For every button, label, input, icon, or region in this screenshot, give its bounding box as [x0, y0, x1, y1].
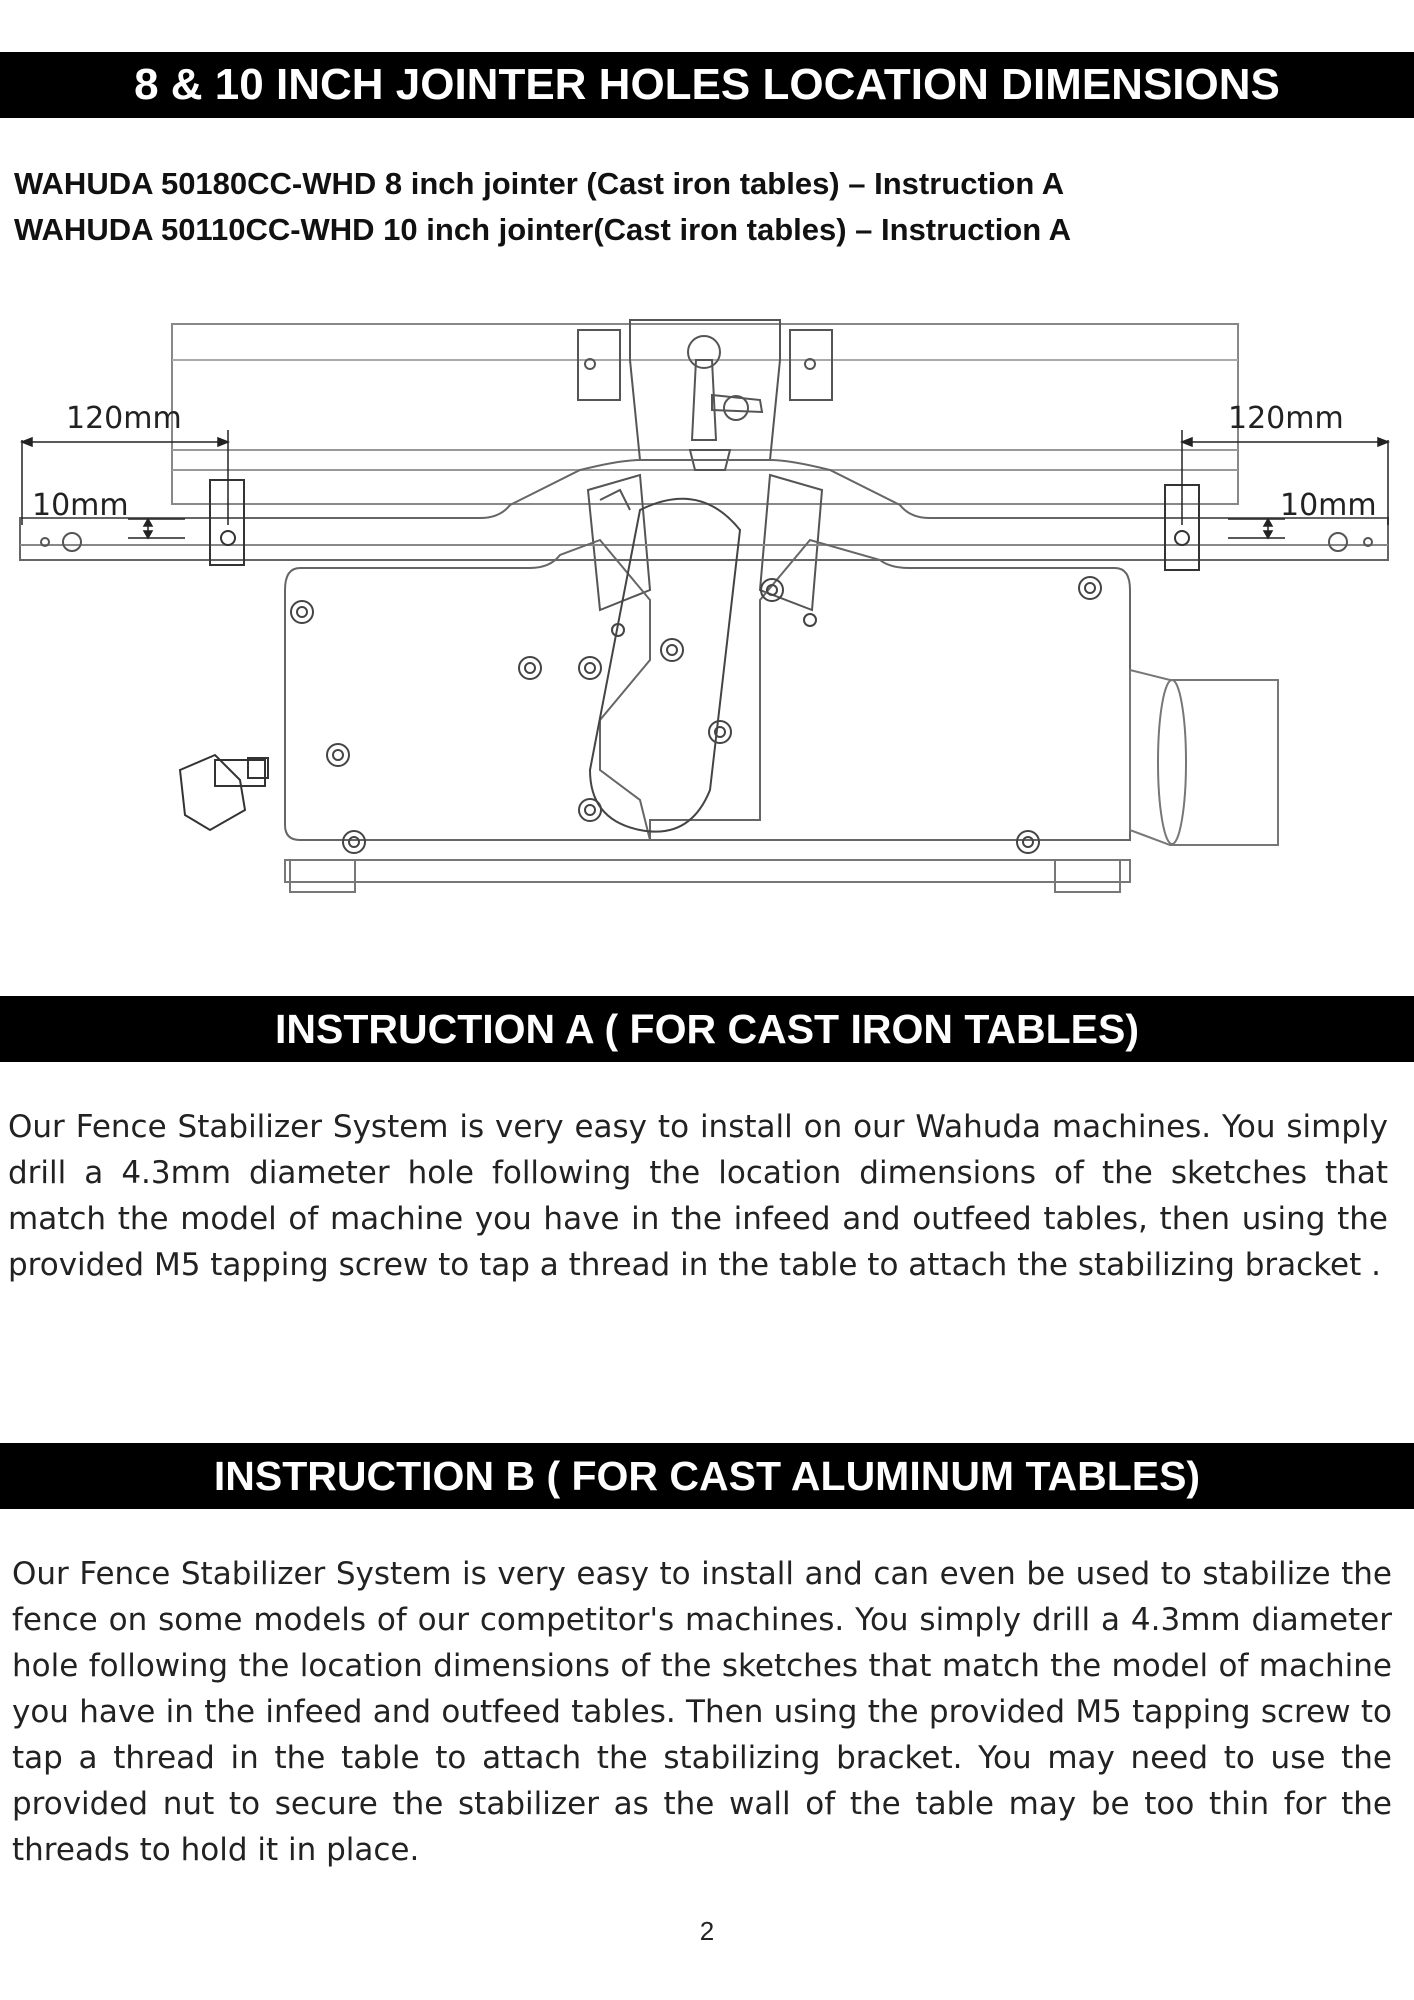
- page-number: 2: [699, 1916, 715, 1946]
- left-offset-label: 10mm: [32, 488, 129, 523]
- instruction-b-heading: INSTRUCTION B ( FOR CAST ALUMINUM TABLES): [0, 1443, 1414, 1509]
- instruction-a-body: Our Fence Stabilizer System is very easy to install on our Wahuda machines. You simply drill a 4.3mm diameter hole following the location dimensions of the sketches that match the model of machine you have in the infeed and outfeed tables, then using the provided M5 tapping screw to tap a thread in the table to attach the stabilizing bracket .: [8, 1109, 1388, 1283]
- belt-cover: [590, 499, 740, 832]
- lock-knob: [180, 755, 268, 830]
- right-width-label: 120mm: [1228, 401, 1344, 436]
- jointer-diagram: [0, 300, 1414, 920]
- model-line-10-inch: WAHUDA 50110CC-WHD 10 inch jointer(Cast iron tables) – Instruction A: [14, 212, 1072, 247]
- dust-port: [1130, 670, 1278, 845]
- fence-rail: [172, 324, 1238, 504]
- jointer-body: [285, 540, 650, 840]
- model-line-8-inch: WAHUDA 50180CC-WHD 8 inch jointer (Cast iron tables) – Instruction A: [14, 166, 1065, 201]
- instruction-b-body: Our Fence Stabilizer System is very easy to install and can even be used to stabilize the fence on some models of our competitor's machines. You simply drill a 4.3mm diameter hole following the location dimensions of the sketches that match the model of machine you have in the infeed and outfeed tables. Then using the provided M5 tapping screw to tap a thread in the table to attach the stabilizing bracket. You may need to use the provided nut to secure the stabilizer as the wall of the table may be too thin for the threads to hold it in place.: [12, 1556, 1392, 1868]
- page-title: 8 & 10 INCH JOINTER HOLES LOCATION DIMENSIONS: [0, 52, 1414, 118]
- left-width-label: 120mm: [66, 401, 182, 436]
- left-stabilizer-bracket: [210, 480, 244, 565]
- right-offset-label: 10mm: [1280, 488, 1377, 523]
- instruction-a-heading: INSTRUCTION A ( FOR CAST IRON TABLES): [0, 996, 1414, 1062]
